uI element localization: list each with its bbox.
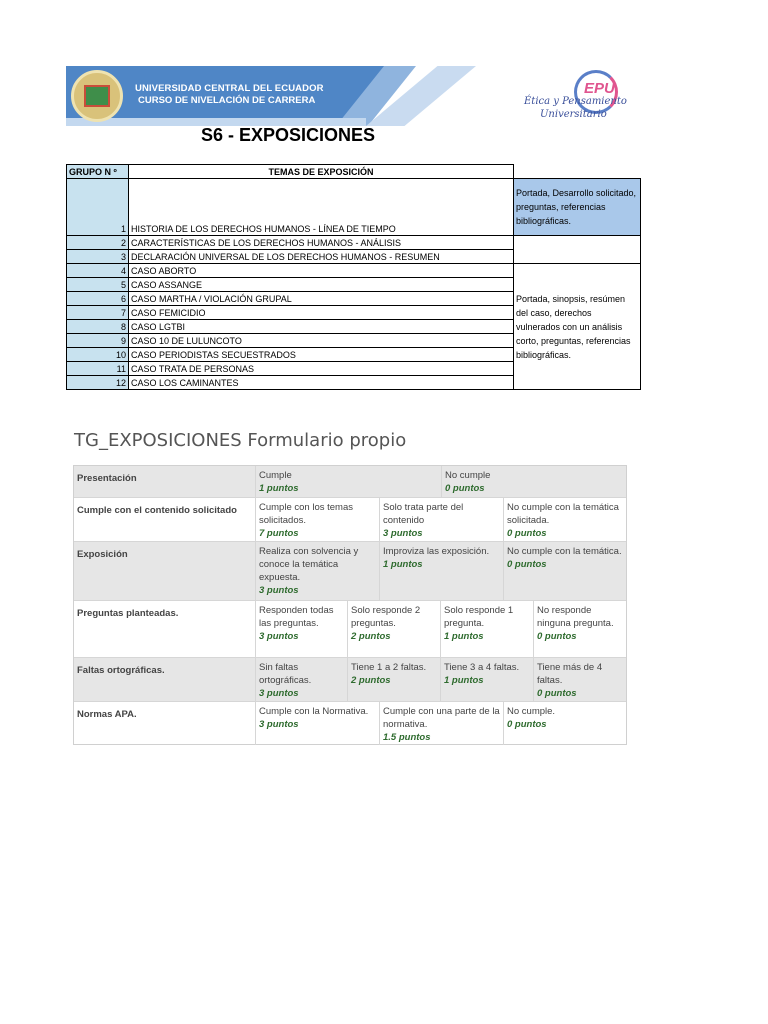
level-cell bbox=[441, 466, 626, 497]
epu-logo-text: EPU bbox=[584, 80, 615, 97]
level-cell bbox=[440, 601, 533, 657]
level-text: Tiene 3 a 4 faltas. bbox=[444, 662, 520, 673]
level-points: 0 puntos bbox=[507, 528, 547, 539]
group-topic: CASO TRATA DE PERSONAS bbox=[129, 362, 514, 376]
group-topic: CASO FEMICIDIO bbox=[129, 306, 514, 320]
rubric-row bbox=[74, 541, 626, 600]
group-topic: CASO ABORTO bbox=[129, 264, 514, 278]
level-text: Cumple bbox=[259, 470, 292, 481]
level-cell bbox=[533, 601, 626, 657]
level-cell bbox=[255, 601, 347, 657]
requirements-note: Portada, Desarrollo solicitado, preguntas, referencias bibliográficas. bbox=[514, 179, 641, 236]
level-text: Tiene 1 a 2 faltas. bbox=[351, 662, 427, 673]
level-text: No cumple bbox=[445, 470, 491, 481]
group-number: 8 bbox=[67, 320, 129, 334]
level-points: 1 puntos bbox=[259, 483, 299, 494]
level-points: 0 puntos bbox=[537, 688, 577, 699]
group-topic: CASO PERIODISTAS SECUESTRADOS bbox=[129, 348, 514, 362]
level-cell bbox=[347, 658, 440, 701]
level-points: 0 puntos bbox=[507, 719, 547, 730]
table-row bbox=[67, 264, 641, 278]
criterion-label: Faltas ortográficas. bbox=[74, 658, 255, 701]
level-points: 0 puntos bbox=[507, 559, 547, 570]
group-topic: CARACTERÍSTICAS DE LOS DERECHOS HUMANOS - ANÁLISIS bbox=[129, 236, 514, 250]
university-seal-icon bbox=[71, 70, 123, 122]
level-cell bbox=[347, 601, 440, 657]
level-points: 1 puntos bbox=[444, 675, 484, 686]
rubric-row bbox=[74, 701, 626, 745]
course-name: CURSO DE NIVELACIÓN DE CARRERA bbox=[138, 95, 316, 106]
level-cell bbox=[379, 702, 503, 745]
criterion-label: Preguntas planteadas. bbox=[77, 608, 179, 619]
level-text: Improviza las exposición. bbox=[383, 546, 490, 557]
level-cell bbox=[255, 658, 347, 701]
rubric-table bbox=[73, 465, 627, 745]
group-number: 12 bbox=[67, 376, 129, 390]
level-cell bbox=[503, 498, 626, 541]
group-topic: CASO 10 DE LULUNCOTO bbox=[129, 334, 514, 348]
university-name: UNIVERSIDAD CENTRAL DEL ECUADOR bbox=[135, 83, 324, 94]
criterion-label: Presentación bbox=[74, 466, 255, 497]
group-topic: CASO LGTBI bbox=[129, 320, 514, 334]
level-cell bbox=[255, 466, 441, 497]
blank-cell bbox=[514, 236, 641, 264]
level-text: Responden todas las preguntas. bbox=[259, 605, 334, 629]
group-number: 11 bbox=[67, 362, 129, 376]
rubric-row bbox=[74, 466, 626, 497]
level-text: Solo responde 1 pregunta. bbox=[444, 605, 514, 629]
level-points: 2 puntos bbox=[351, 675, 391, 686]
level-text: Solo responde 2 preguntas. bbox=[351, 605, 421, 629]
level-text: Cumple con los temas solicitados. bbox=[259, 502, 353, 526]
level-text: No cumple con la temática. bbox=[507, 546, 622, 557]
header-banner bbox=[66, 66, 640, 126]
page-title: S6 - EXPOSICIONES bbox=[201, 125, 376, 145]
level-text: No responde ninguna pregunta. bbox=[537, 605, 614, 629]
criterion-label: Cumple con el contenido solicitado bbox=[77, 505, 237, 516]
level-points: 2 puntos bbox=[351, 631, 391, 642]
level-points: 1.5 puntos bbox=[383, 732, 431, 743]
empty-corner bbox=[514, 165, 641, 179]
level-points: 7 puntos bbox=[259, 528, 299, 539]
rubric-title: TG_EXPOSICIONES Formulario propio bbox=[74, 430, 407, 451]
group-number: 7 bbox=[67, 306, 129, 320]
level-cell bbox=[255, 542, 379, 600]
level-cell bbox=[533, 658, 626, 701]
group-number: 10 bbox=[67, 348, 129, 362]
level-text: Tiene más de 4 faltas. bbox=[537, 662, 603, 686]
group-number: 6 bbox=[67, 292, 129, 306]
level-text: Cumple con una parte de la normativa. bbox=[383, 706, 500, 730]
level-points: 0 puntos bbox=[537, 631, 577, 642]
criterion-label: Exposición bbox=[74, 542, 255, 600]
level-cell bbox=[379, 542, 503, 600]
table-row bbox=[67, 236, 641, 250]
group-number: 9 bbox=[67, 334, 129, 348]
level-points: 1 puntos bbox=[444, 631, 484, 642]
group-topic: CASO ASSANGE bbox=[129, 278, 514, 292]
level-cell bbox=[379, 498, 503, 541]
level-points: 0 puntos bbox=[445, 483, 485, 494]
level-cell bbox=[503, 702, 626, 745]
group-topic: CASO LOS CAMINANTES bbox=[129, 376, 514, 390]
level-points: 3 puntos bbox=[259, 688, 299, 699]
level-points: 3 puntos bbox=[259, 585, 299, 596]
epu-tagline: Ética y Pensamiento bbox=[524, 96, 627, 107]
level-text: Cumple con la Normativa. bbox=[259, 706, 369, 717]
rubric-row bbox=[74, 600, 626, 657]
level-text: Solo trata parte del contenido bbox=[383, 502, 464, 526]
level-cell bbox=[440, 658, 533, 701]
group-number: 1 bbox=[67, 179, 129, 236]
groups-table bbox=[66, 164, 641, 390]
level-points: 3 puntos bbox=[259, 631, 299, 642]
epu-tagline: Universitario bbox=[540, 109, 607, 120]
group-number: 3 bbox=[67, 250, 129, 264]
group-number: 5 bbox=[67, 278, 129, 292]
criterion-label: Normas APA. bbox=[77, 709, 137, 720]
group-number: 2 bbox=[67, 236, 129, 250]
group-topic: CASO MARTHA / VIOLACIÓN GRUPAL bbox=[129, 292, 514, 306]
level-points: 3 puntos bbox=[259, 719, 299, 730]
rubric-row bbox=[74, 657, 626, 701]
group-topic: DECLARACIÓN UNIVERSAL DE LOS DERECHOS HUMANOS - RESUMEN bbox=[129, 250, 514, 264]
level-cell bbox=[503, 542, 626, 600]
level-text: No cumple. bbox=[507, 706, 556, 717]
group-topic: HISTORIA DE LOS DERECHOS HUMANOS - LÍNEA DE TIEMPO bbox=[129, 179, 514, 236]
level-cell bbox=[255, 498, 379, 541]
topics-header: TEMAS DE EXPOSICIÓN bbox=[129, 165, 514, 179]
group-header: GRUPO N º bbox=[67, 165, 129, 179]
epu-logo bbox=[522, 66, 640, 128]
level-cell bbox=[255, 702, 379, 745]
group-number: 4 bbox=[67, 264, 129, 278]
level-points: 1 puntos bbox=[383, 559, 423, 570]
level-text: Realiza con solvencia y conoce la temática expuesta. bbox=[259, 546, 359, 583]
level-points: 3 puntos bbox=[383, 528, 423, 539]
rubric-row bbox=[74, 497, 626, 541]
table-row bbox=[67, 179, 641, 236]
case-requirements-note: Portada, sinopsis, resúmen del caso, derechos vulnerados con un análisis corto, preguntas, referencias bibliográficas. bbox=[514, 264, 641, 390]
level-text: Sin faltas ortográficas. bbox=[259, 662, 312, 686]
level-text: No cumple con la temática solicitada. bbox=[507, 502, 619, 526]
